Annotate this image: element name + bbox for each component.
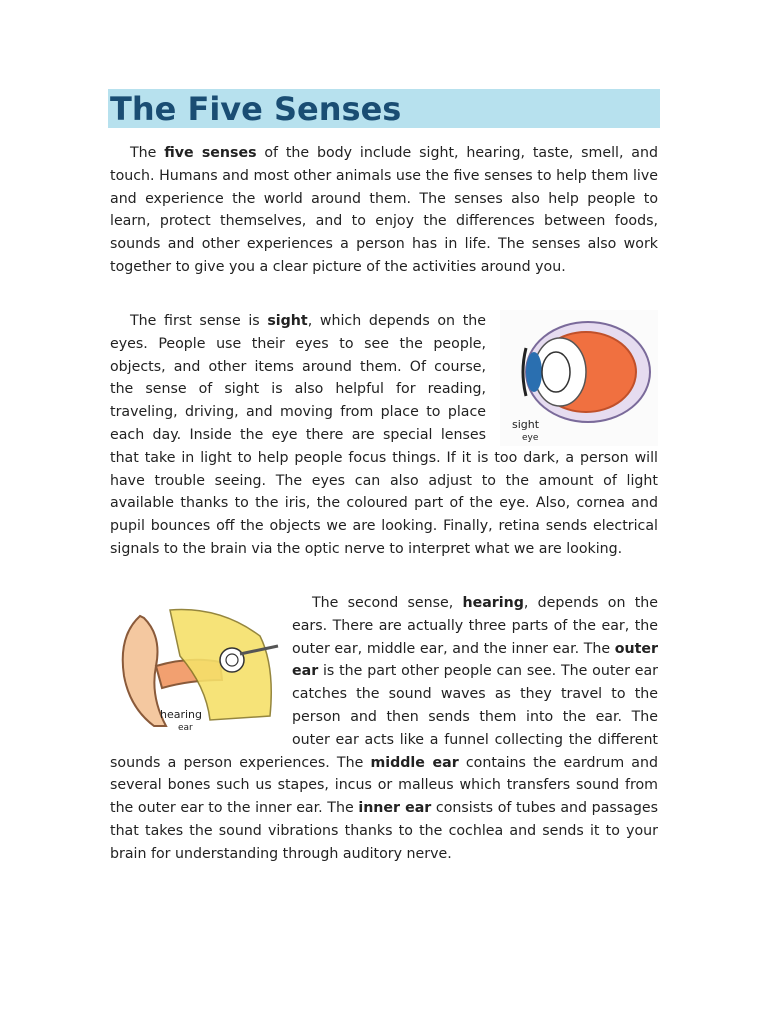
eye-diagram-icon bbox=[500, 310, 658, 446]
title-banner bbox=[108, 89, 660, 128]
ear-diagram-icon bbox=[110, 596, 280, 736]
page-title: The Five Senses bbox=[110, 90, 402, 128]
eye-label-1: sight bbox=[512, 418, 540, 431]
ear-figure bbox=[110, 596, 280, 736]
text-span: The second sense, bbox=[312, 595, 463, 611]
text-span: is the part other people can see. The outer ear catches the sound waves as they travel to the person and then sends them into the ear. The outer ear acts like a funnel collecting the different sounds a person experiences. The bbox=[110, 663, 658, 771]
bold-term-hearing: hearing bbox=[462, 595, 524, 611]
bold-term-five-senses: five senses bbox=[164, 145, 257, 161]
text-span: of the body include sight, hearing, taste, smell, and touch. Humans and most other animals use the five senses to help them live and experience the world around them. The senses also help people to learn, protect themselves, and to enjoy the differences between foods, sounds and other experiences a person has in life. The senses also work together to give you a clear picture of the activities around you. bbox=[110, 145, 658, 275]
bold-term-middle-ear: middle ear bbox=[370, 754, 459, 771]
bold-term-outer-ear: outer ear bbox=[292, 640, 658, 680]
eye-figure bbox=[500, 310, 658, 446]
ear-label-1: hearing bbox=[160, 708, 203, 721]
paragraph-sight bbox=[110, 310, 658, 561]
text-span: consists of tubes and passages that takes the sound vibrations thanks to the cochlea and sends it to your brain for understanding through auditory nerve. bbox=[110, 800, 658, 862]
ear-label-2: ear bbox=[178, 723, 193, 733]
text-span: The bbox=[130, 145, 165, 161]
text-span: contains the eardrum and several bones such us stapes, incus or malleus which transfers sound from the outer ear to the inner ear. The bbox=[110, 754, 659, 817]
eye-label-2: eye bbox=[522, 433, 539, 443]
text-span: , depends on the ears. There are actually three parts of the ear, the outer ear, middle ear, and the inner ear. The bbox=[292, 595, 658, 657]
paragraph-hearing bbox=[110, 592, 658, 866]
bold-term-sight: sight bbox=[267, 313, 308, 329]
text-span: , which depends on the eyes. People use their eyes to see the people, objects, and other items around them. Of course, the sense of sight is also helpful for reading, traveling, driving, and moving from place to place each day. Inside the eye there are special lenses that take in light to help people focus things. If it is too dark, a person will have trouble seeing. The eyes can also adjust to the amount of light available thanks to the iris, the coloured part of the eye. Also, cornea and pupil bounces off the objects we are looking. Finally, retina sends electrical signals to the brain via the optic nerve to interpret what we are looking. bbox=[110, 313, 658, 557]
paragraph-intro bbox=[110, 142, 658, 279]
bold-term-inner-ear: inner ear bbox=[358, 800, 432, 817]
text-span: The first sense is bbox=[130, 313, 268, 329]
